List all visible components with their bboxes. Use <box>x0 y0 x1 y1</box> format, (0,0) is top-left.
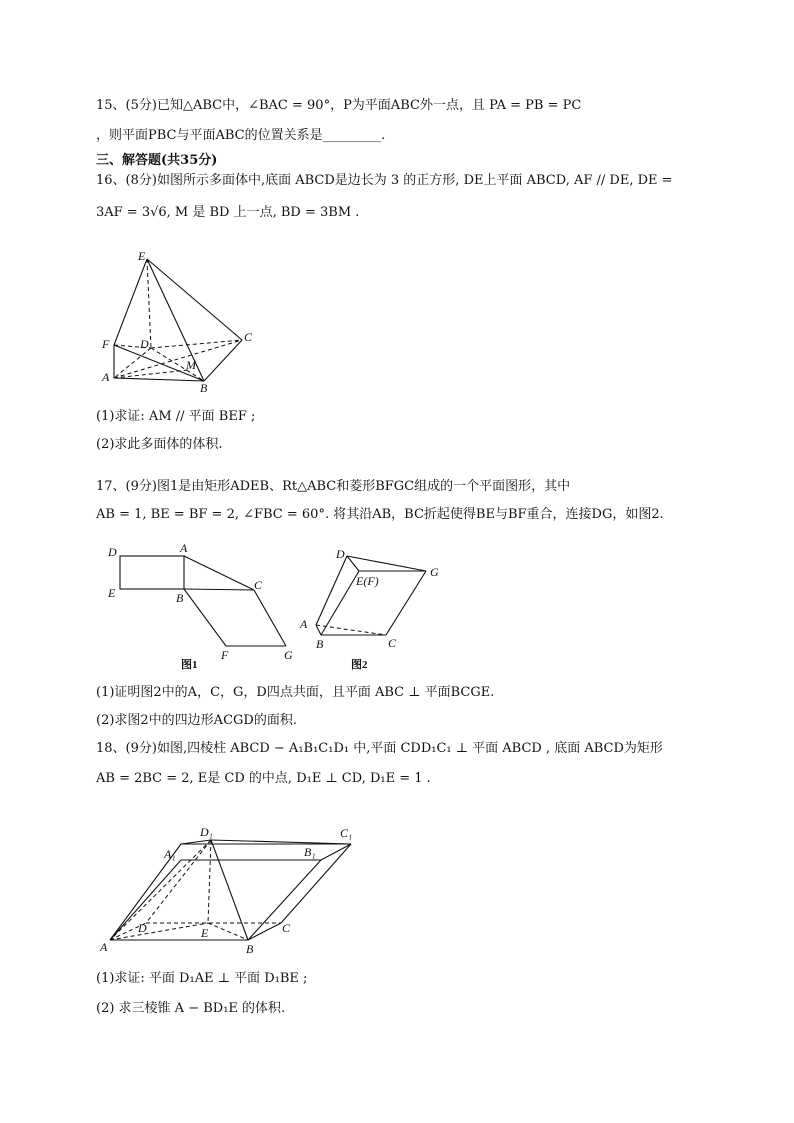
q18-label-B1: B₁ <box>304 845 316 859</box>
q18-figure <box>96 820 376 960</box>
q17-figure1 <box>104 540 304 670</box>
q16-line2: 3AF = 3√6, M 是 BD 上一点, BD = 3BM . <box>96 205 360 220</box>
q18-line2: AB = 2BC = 2, E是 CD 的中点, D₁E ⊥ CD, D₁E = 1 . <box>96 771 431 786</box>
q16-label-D: D <box>140 337 149 351</box>
q18-label-D: D <box>138 921 147 935</box>
q16-label-C: C <box>244 330 253 344</box>
q16-label-M: M <box>186 358 196 372</box>
q17-fig2-label-B: B <box>316 637 324 651</box>
q17-fig2-label-D: D <box>336 547 345 561</box>
q17-fig1-caption: 图1 <box>181 659 198 671</box>
q18-label-B: B <box>246 942 254 956</box>
q16-line1: 16、(8分)如图所示多面体中,底面 ABCD是边长为 3 的正方形, DE上平面 ABCD, AF // DE, DE = <box>96 173 673 188</box>
q18-line1: 18、(9分)如图,四棱柱 ABCD − A₁B₁C₁D₁ 中,平面 CDD₁C₁ ⊥ 平面 ABCD , 底面 ABCD为矩形 <box>96 741 663 756</box>
q17-fig1-label-E: E <box>108 586 116 600</box>
q17-fig1-label-B: B <box>176 591 184 605</box>
q16-label-A: A <box>102 370 110 384</box>
q16-part1: (1)求证: AM // 平面 BEF ; <box>96 409 256 424</box>
q18-label-C1: C₁ <box>340 826 353 840</box>
q17-fig2-label-A: A <box>300 617 308 631</box>
q17-line1: 17、(9分)图1是由矩形ADEB、Rt△ABC和菱形BFGC组成的一个平面图形，其中 <box>96 479 571 494</box>
q17-fig2-label-C: C <box>388 636 397 650</box>
q18-label-C: C <box>282 921 291 935</box>
section-heading: 三、解答题(共35分) <box>96 153 218 168</box>
q16-part2: (2)求此多面体的体积. <box>96 437 223 452</box>
q17-fig1-label-C: C <box>254 578 263 592</box>
q17-line2: AB = 1, BE = BF = 2, ∠FBC = 60°. 将其沿AB，BC折起使得BE与BF重合，连接DG，如图2. <box>96 507 664 522</box>
q15-line1: 15、(5分)已知△ABC中，∠BAC = 90°，P为平面ABC外一点，且 PA = PB = PC <box>96 98 582 113</box>
q16-label-E: E <box>138 249 146 263</box>
q17-part2: (2)求图2中的四边形ACGD的面积. <box>96 713 297 728</box>
q16-label-F: F <box>102 337 110 351</box>
q17-part1: (1)证明图2中的A，C，G，D四点共面，且平面 ABC ⊥ 平面BCGE. <box>96 685 495 700</box>
q16-label-B: B <box>200 381 208 395</box>
q17-fig2-label-EF: E(F) <box>356 574 379 588</box>
q17-fig2-label-G: G <box>430 565 439 579</box>
q18-part1: (1)求证: 平面 D₁AE ⊥ 平面 D₁BE ; <box>96 971 308 986</box>
q16-figure <box>100 248 280 408</box>
q17-figure2 <box>296 540 456 670</box>
q18-part2: (2) 求三棱锥 A − BD₁E 的体积. <box>96 1001 286 1016</box>
q18-label-A1: A₁ <box>164 847 176 861</box>
q18-label-D1: D₁ <box>200 825 213 839</box>
q17-fig1-label-G: G <box>284 648 293 662</box>
q17-fig1-label-A: A <box>180 541 188 555</box>
q18-label-A: A <box>100 940 108 954</box>
q18-label-E: E <box>201 926 209 940</box>
q17-fig2-caption: 图2 <box>351 659 368 671</box>
q17-fig1-label-F: F <box>221 648 229 662</box>
q15-line2: ，则平面PBC与平面ABC的位置关系是_________. <box>96 128 386 143</box>
q17-fig1-label-D: D <box>108 545 117 559</box>
